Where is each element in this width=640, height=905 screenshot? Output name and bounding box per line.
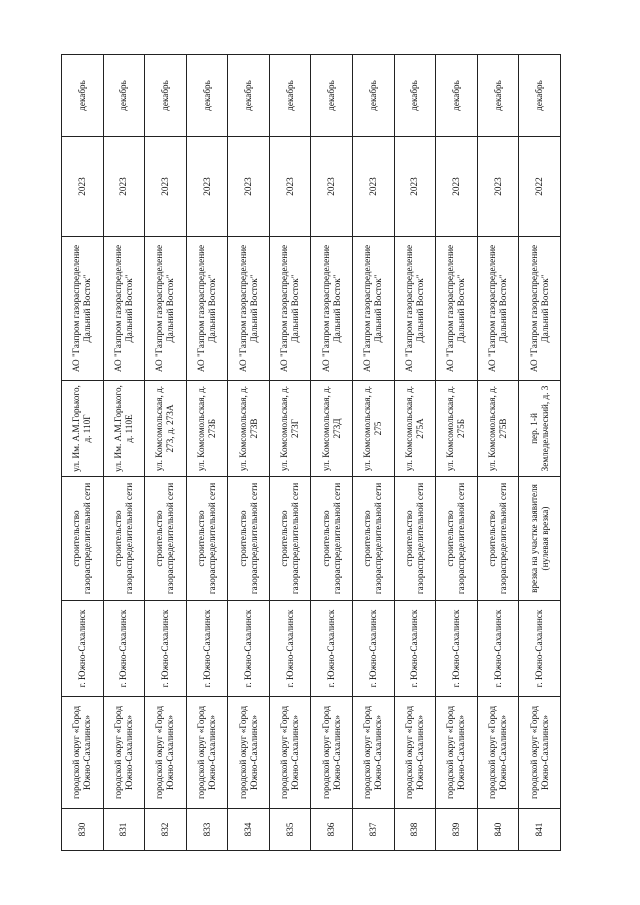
month-cell: декабрь — [186, 55, 228, 137]
work-type-cell: врезка на участке заявителя (нулевая врезка) — [519, 477, 561, 601]
organization-cell: АО "Газпром газораспределение Дальний Восток" — [228, 237, 270, 381]
table-row — [436, 55, 478, 851]
city-cell: г. Южно-Сахалинск — [311, 601, 353, 697]
city-cell: г. Южно-Сахалинск — [145, 601, 187, 697]
row-number-cell: 832 — [145, 809, 187, 851]
row-number-cell: 835 — [269, 809, 311, 851]
organization-cell: АО "Газпром газораспределение Дальний Восток" — [519, 237, 561, 381]
organization-cell: АО "Газпром газораспределение Дальний Восток" — [62, 237, 104, 381]
month-cell: декабрь — [145, 55, 187, 137]
table-row — [186, 55, 228, 851]
month-cell: декабрь — [519, 55, 561, 137]
work-type-cell: строительство газораспределительной сети — [394, 477, 436, 601]
month-cell: декабрь — [436, 55, 478, 137]
month-cell: декабрь — [311, 55, 353, 137]
work-type-cell: строительство газораспределительной сети — [353, 477, 395, 601]
row-number-cell: 837 — [353, 809, 395, 851]
municipality-cell: городской округ «Город Южно-Сахалинск» — [145, 697, 187, 809]
address-cell: ул. Комсомольская, д. 275Б — [436, 381, 478, 477]
row-number-cell: 839 — [436, 809, 478, 851]
organization-cell: АО "Газпром газораспределение Дальний Восток" — [394, 237, 436, 381]
year-cell: 2023 — [436, 137, 478, 237]
address-cell: ул. Комсомольская, д. 275В — [477, 381, 519, 477]
month-cell: декабрь — [269, 55, 311, 137]
year-cell: 2023 — [103, 137, 145, 237]
work-type-cell: строительство газораспределительной сети — [436, 477, 478, 601]
year-cell: 2023 — [394, 137, 436, 237]
address-cell: ул. Комсомольская, д. 273В — [228, 381, 270, 477]
organization-cell: АО "Газпром газораспределение Дальний Восток" — [311, 237, 353, 381]
organization-cell: АО "Газпром газораспределение Дальний Восток" — [186, 237, 228, 381]
city-cell: г. Южно-Сахалинск — [436, 601, 478, 697]
municipality-cell: городской округ «Город Южно-Сахалинск» — [436, 697, 478, 809]
month-cell: декабрь — [228, 55, 270, 137]
city-cell: г. Южно-Сахалинск — [353, 601, 395, 697]
month-cell: декабрь — [394, 55, 436, 137]
year-cell: 2022 — [519, 137, 561, 237]
organization-cell: АО "Газпром газораспределение Дальний Восток" — [436, 237, 478, 381]
municipality-cell: городской округ «Город Южно-Сахалинск» — [353, 697, 395, 809]
city-cell: г. Южно-Сахалинск — [269, 601, 311, 697]
table-rotation-frame — [61, 55, 561, 851]
city-cell: г. Южно-Сахалинск — [394, 601, 436, 697]
organization-cell: АО "Газпром газораспределение Дальний Восток" — [103, 237, 145, 381]
address-cell: ул. Им. А.М.Горького, д. 110Е — [103, 381, 145, 477]
work-type-cell: строительство газораспределительной сети — [103, 477, 145, 601]
year-cell: 2023 — [477, 137, 519, 237]
row-number-cell: 830 — [62, 809, 104, 851]
year-cell: 2023 — [228, 137, 270, 237]
city-cell: г. Южно-Сахалинск — [477, 601, 519, 697]
gasification-schedule-table — [61, 54, 561, 851]
year-cell: 2023 — [186, 137, 228, 237]
municipality-cell: городской округ «Город Южно-Сахалинск» — [103, 697, 145, 809]
organization-cell: АО "Газпром газораспределение Дальний Восток" — [477, 237, 519, 381]
address-cell: ул. Комсомольская, д. 273Д — [311, 381, 353, 477]
work-type-cell: строительство газораспределительной сети — [477, 477, 519, 601]
address-cell: ул. Комсомольская, д. 273Б — [186, 381, 228, 477]
table-row — [477, 55, 519, 851]
municipality-cell: городской округ «Город Южно-Сахалинск» — [311, 697, 353, 809]
row-number-cell: 836 — [311, 809, 353, 851]
work-type-cell: строительство газораспределительной сети — [269, 477, 311, 601]
row-number-cell: 838 — [394, 809, 436, 851]
city-cell: г. Южно-Сахалинск — [103, 601, 145, 697]
address-cell: ул. Им. А.М.Горького, д. 110Г — [62, 381, 104, 477]
table-row — [353, 55, 395, 851]
organization-cell: АО "Газпром газораспределение Дальний Восток" — [145, 237, 187, 381]
year-cell: 2023 — [62, 137, 104, 237]
municipality-cell: городской округ «Город Южно-Сахалинск» — [519, 697, 561, 809]
table-row — [269, 55, 311, 851]
table-row — [145, 55, 187, 851]
work-type-cell: строительство газораспределительной сети — [62, 477, 104, 601]
row-number-cell: 841 — [519, 809, 561, 851]
city-cell: г. Южно-Сахалинск — [228, 601, 270, 697]
table-row — [103, 55, 145, 851]
organization-cell: АО "Газпром газораспределение Дальний Восток" — [269, 237, 311, 381]
work-type-cell: строительство газораспределительной сети — [186, 477, 228, 601]
rotated-table-container — [61, 55, 561, 851]
table-row — [311, 55, 353, 851]
work-type-cell: строительство газораспределительной сети — [311, 477, 353, 601]
municipality-cell: городской округ «Город Южно-Сахалинск» — [394, 697, 436, 809]
table-row — [394, 55, 436, 851]
table-row — [519, 55, 561, 851]
address-cell: ул. Комсомольская, д. 275А — [394, 381, 436, 477]
table-row — [228, 55, 270, 851]
month-cell: декабрь — [353, 55, 395, 137]
municipality-cell: городской округ «Город Южно-Сахалинск» — [62, 697, 104, 809]
address-cell: ул. Комсомольская, д. 273Г — [269, 381, 311, 477]
year-cell: 2023 — [311, 137, 353, 237]
city-cell: г. Южно-Сахалинск — [519, 601, 561, 697]
address-cell: пер. 1-й Земледельческий, д. 3 — [519, 381, 561, 477]
municipality-cell: городской округ «Город Южно-Сахалинск» — [186, 697, 228, 809]
year-cell: 2023 — [145, 137, 187, 237]
municipality-cell: городской округ «Город Южно-Сахалинск» — [269, 697, 311, 809]
row-number-cell: 840 — [477, 809, 519, 851]
year-cell: 2023 — [269, 137, 311, 237]
city-cell: г. Южно-Сахалинск — [62, 601, 104, 697]
month-cell: декабрь — [62, 55, 104, 137]
address-cell: ул. Комсомольская, д. 275 — [353, 381, 395, 477]
organization-cell: АО "Газпром газораспределение Дальний Восток" — [353, 237, 395, 381]
table-body — [62, 55, 561, 851]
row-number-cell: 834 — [228, 809, 270, 851]
address-cell: ул. Комсомольская, д. 273, д. 273А — [145, 381, 187, 477]
year-cell: 2023 — [353, 137, 395, 237]
month-cell: декабрь — [477, 55, 519, 137]
municipality-cell: городской округ «Город Южно-Сахалинск» — [477, 697, 519, 809]
row-number-cell: 831 — [103, 809, 145, 851]
work-type-cell: строительство газораспределительной сети — [228, 477, 270, 601]
month-cell: декабрь — [103, 55, 145, 137]
city-cell: г. Южно-Сахалинск — [186, 601, 228, 697]
row-number-cell: 833 — [186, 809, 228, 851]
municipality-cell: городской округ «Город Южно-Сахалинск» — [228, 697, 270, 809]
work-type-cell: строительство газораспределительной сети — [145, 477, 187, 601]
table-row — [62, 55, 104, 851]
